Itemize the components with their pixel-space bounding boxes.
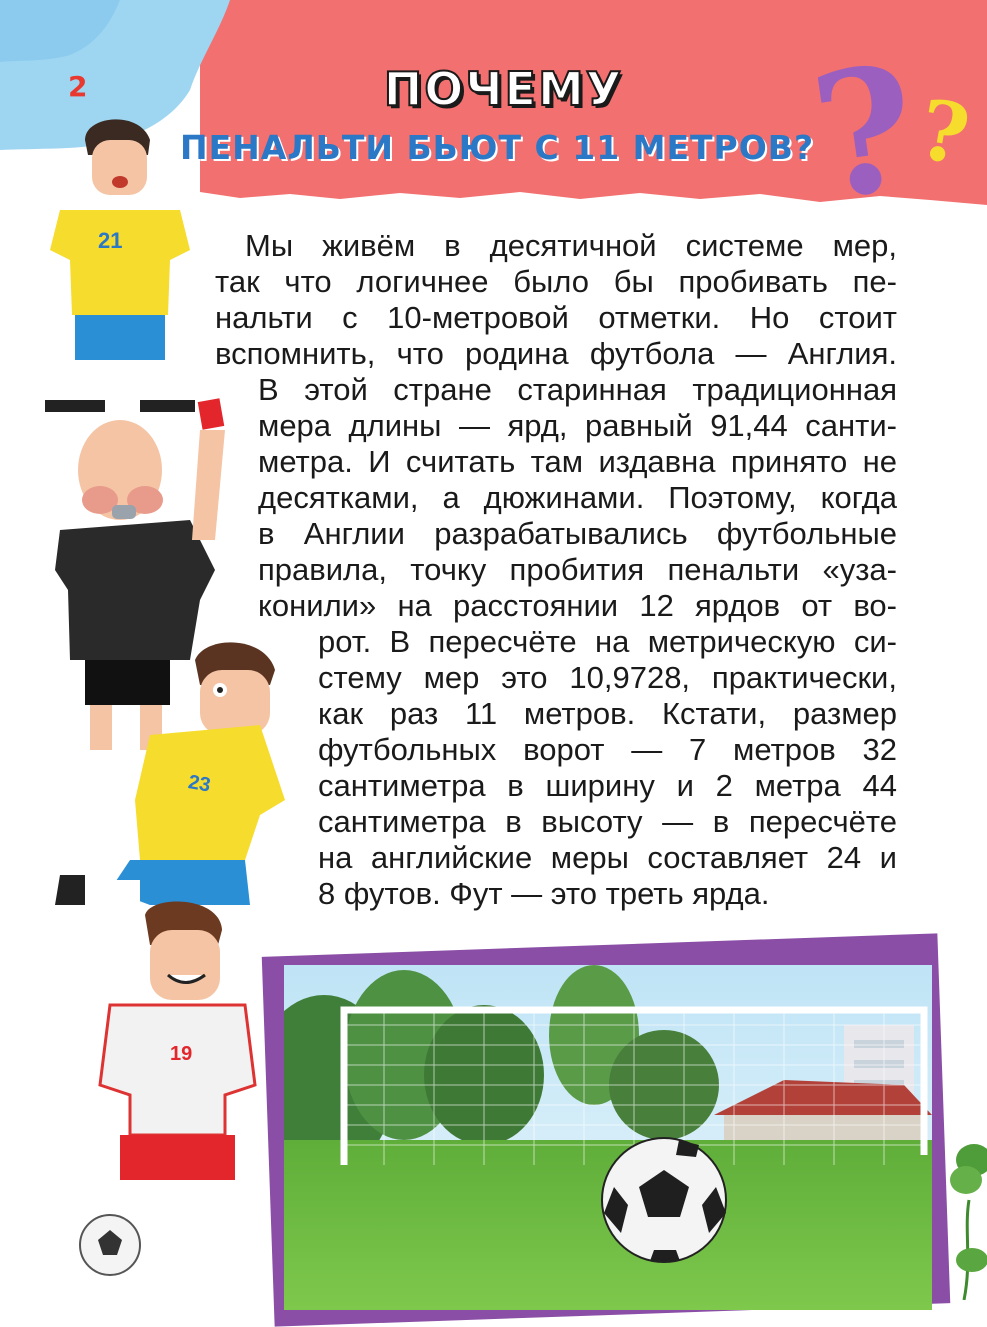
jersey-number: 21 — [98, 228, 123, 253]
football-goal-photo — [284, 965, 932, 1310]
article-line: десятками, а дюжинами. Поэтому, когда — [258, 480, 897, 515]
page-number: 2 — [68, 70, 88, 103]
article-line: правила, точку пробития пенальти «уза- — [258, 552, 897, 587]
question-mark-purple-icon: ? — [801, 27, 929, 239]
article-line: в Англии разрабатывались футбольные — [258, 516, 897, 551]
article-line: стему мер это 10,9728, практически, — [318, 660, 897, 695]
article-line: так что логичнее было бы пробивать пе- — [215, 264, 897, 299]
footballer-yellow-icon — [45, 119, 195, 412]
article-line: как раз 11 метров. Кстати, размер — [318, 696, 897, 731]
article-line: конили» на расстоянии 12 ярдов от во- — [258, 588, 897, 623]
article-line: В этой стране старинная традиционная — [258, 372, 897, 407]
page-title: ПОЧЕМУ — [383, 62, 624, 116]
article-line: Мы живём в десятичной системе мер, — [245, 228, 897, 263]
soccer-ball-icon — [602, 1138, 726, 1262]
jersey-number: 19 — [170, 1043, 193, 1065]
article-line: вспомнить, что родина футбола — Англия. — [215, 336, 897, 371]
article-line: на английские меры составляет 24 и — [318, 840, 897, 875]
article-line: метра. И считать там издавна принято не — [258, 444, 897, 479]
article-line: мера длины — ярд, равный 91,44 санти- — [258, 408, 897, 443]
players-illustration — [0, 100, 300, 1300]
referee-icon — [55, 398, 225, 750]
article-line: рот. В пересчёте на метрическую си- — [318, 624, 897, 659]
clover-leaf-icon — [944, 1140, 987, 1300]
page-subtitle: ПЕНАЛЬТИ БЬЮТ С 11 МЕТРОВ? — [180, 128, 815, 167]
article-line: футбольных ворот — 7 метров 32 — [318, 732, 897, 767]
article-line: нальти с 10-метровой отметки. Но стоит — [215, 300, 897, 335]
question-mark-yellow-icon: ? — [912, 81, 977, 185]
article-line: сантиметра в высоту — в пересчёте — [318, 804, 897, 839]
article-line: 8 футов. Фут — это треть ярда. — [318, 876, 770, 911]
goal-scene-image — [284, 965, 932, 1310]
jersey-number: 23 — [186, 771, 213, 797]
footballer-white-icon — [80, 901, 255, 1275]
article-line: сантиметра в ширину и 2 метра 44 — [318, 768, 897, 803]
